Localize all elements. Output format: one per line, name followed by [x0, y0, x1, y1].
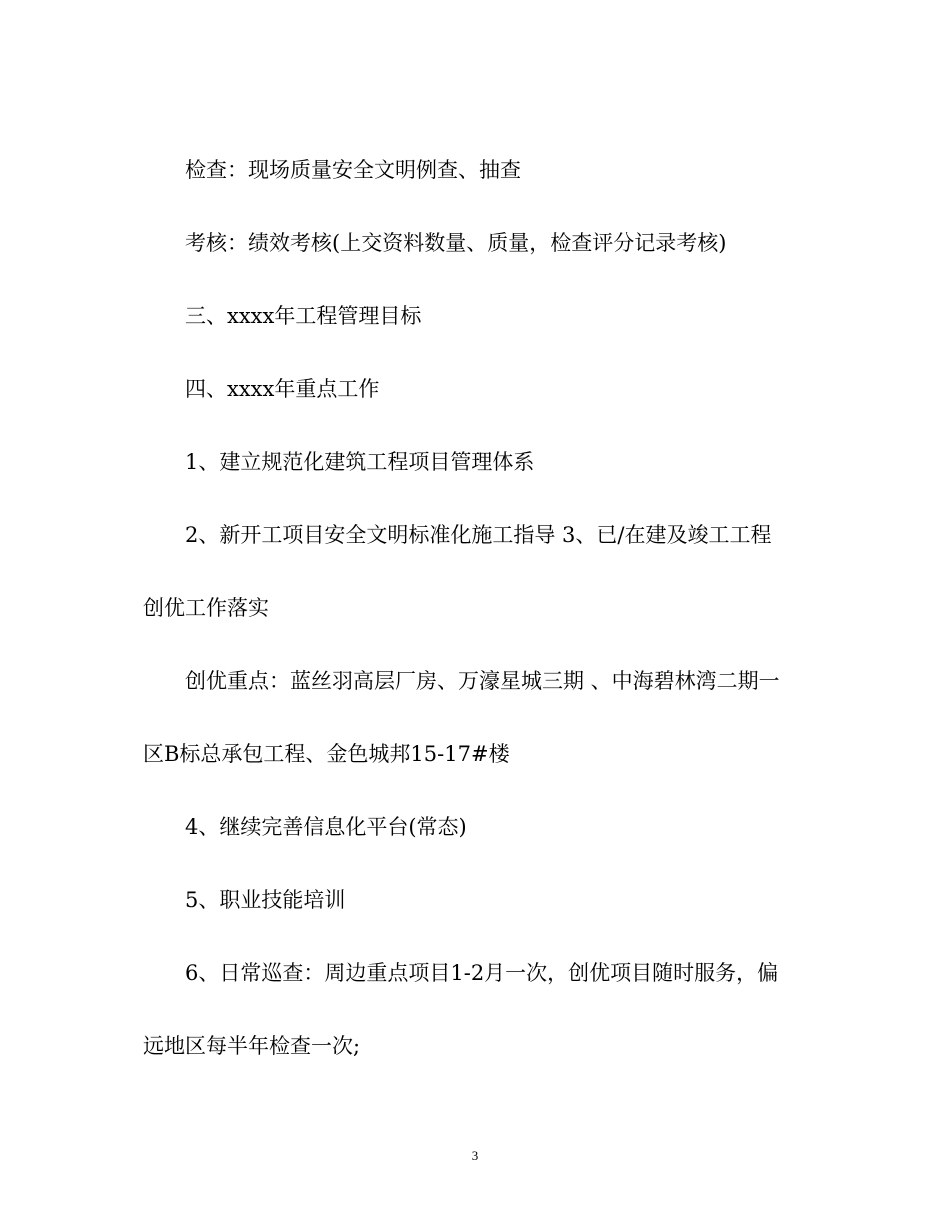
list-item-5: 5、职业技能培训	[185, 888, 346, 912]
paragraph-key-projects: 创优重点：蓝丝羽高层厂房、万濠星城三期 、中海碧林湾二期一	[185, 669, 780, 693]
paragraph-inspection: 检查：现场质量安全文明例查、抽查	[185, 158, 521, 182]
list-item-2-continued: 创优工作落实	[143, 596, 269, 620]
paragraph-assessment: 考核：绩效考核(上交资料数量、质量，检查评分记录考核)	[185, 231, 727, 255]
page-number: 3	[471, 1148, 479, 1163]
list-item-4: 4、继续完善信息化平台(常态)	[185, 815, 467, 839]
list-item-6-continued: 远地区每半年检查一次;	[143, 1034, 361, 1058]
paragraph-key-projects-continued: 区B标总承包工程、金色城邦15-17#楼	[143, 742, 510, 766]
heading-section-three: 三、xxxx年工程管理目标	[185, 304, 422, 328]
list-item-1: 1、建立规范化建筑工程项目管理体系	[185, 450, 535, 474]
list-item-6: 6、日常巡查：周边重点项目1-2月一次，创优项目随时服务，偏	[185, 961, 779, 985]
list-item-2: 2、新开工项目安全文明标准化施工指导 3、已/在建及竣工工程	[185, 523, 772, 547]
document-body	[143, 134, 815, 1083]
heading-section-four: 四、xxxx年重点工作	[185, 377, 380, 401]
